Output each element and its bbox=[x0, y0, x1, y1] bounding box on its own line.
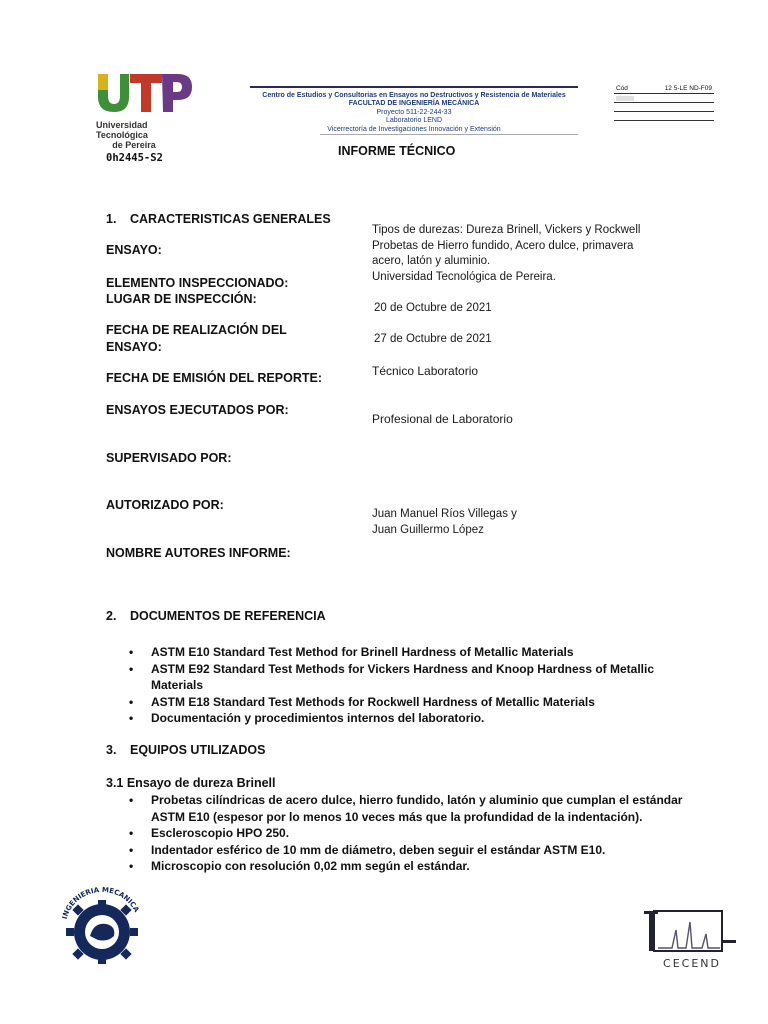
list-item: • Microscopio con resolución 0,02 mm según el estándar. bbox=[129, 858, 699, 875]
code-row-empty-3 bbox=[614, 112, 714, 121]
document-reference: 0h2445-S2 bbox=[106, 152, 163, 164]
equipment-list bbox=[129, 792, 699, 875]
code-row-empty-2 bbox=[614, 103, 714, 112]
institution-line-4: Laboratorio LEND bbox=[385, 117, 443, 125]
utp-name-line1: Universidad Tecnológica bbox=[96, 120, 148, 140]
section-1-heading bbox=[106, 212, 331, 226]
section-1-number: 1. bbox=[106, 212, 117, 226]
value-tipos-durezas: Tipos de durezas: Dureza Brinell, Vickers y Rockwell bbox=[372, 224, 641, 236]
list-item: • ASTM E92 Standard Test Methods for Vickers Hardness and Knoop Hardness of Metallic Materials bbox=[129, 661, 699, 694]
value-tecnico-laboratorio: Técnico Laboratorio bbox=[372, 364, 479, 378]
institution-line-1: Centro de Estudios y Consultorias en Ensayos no Destructivos y Resistencia de Materiales bbox=[262, 92, 566, 99]
list-item: • ASTM E18 Standard Test Methods for Rockwell Hardness of Metallic Materials bbox=[129, 694, 699, 711]
label-fecha-realizacion-1: FECHA DE REALIZACIÓN DEL bbox=[106, 323, 287, 337]
label-fecha-emision: FECHA DE EMISIÓN DEL REPORTE: bbox=[106, 371, 322, 385]
header-top-rule bbox=[250, 86, 578, 88]
institution-line-5: Vicerrectoría de Investigaciones Innovación y Extensión bbox=[327, 125, 501, 133]
gear-icon bbox=[50, 886, 154, 966]
label-ensayo: ENSAYO: bbox=[106, 243, 162, 257]
report-title: INFORME TÉCNICO bbox=[338, 144, 456, 158]
label-ensayos-ejecutados: ENSAYOS EJECUTADOS POR: bbox=[106, 403, 289, 417]
institution-line-3: Proyecto 511-22-244-33 bbox=[376, 108, 452, 116]
document-code-table bbox=[614, 84, 714, 121]
list-item: • Probetas cilíndricas de acero dulce, hierro fundido, latón y aluminio que cumplan el estándar ASTM E10 (espesor por lo menos 10 veces más que la profundidad de la indentación). bbox=[129, 792, 699, 825]
code-label: Cód bbox=[614, 84, 638, 94]
label-elemento-inspeccionado: ELEMENTO INSPECCIONADO: bbox=[106, 276, 289, 290]
utp-logo-mark bbox=[96, 70, 196, 114]
code-value: 12 5-LE ND-F09 bbox=[638, 84, 714, 94]
section-3-title: EQUIPOS UTILIZADOS bbox=[130, 743, 266, 757]
reference-list bbox=[129, 644, 699, 727]
utp-logo bbox=[96, 70, 196, 150]
value-fecha-realizacion: 20 de Octubre de 2021 bbox=[374, 302, 492, 314]
label-supervisado: SUPERVISADO POR: bbox=[106, 451, 232, 465]
gear-logo-text: INGENIERIA MECANICA bbox=[60, 886, 141, 920]
cecend-logo bbox=[642, 908, 742, 970]
code-row-empty-1 bbox=[614, 94, 714, 103]
section-3-heading bbox=[106, 743, 265, 757]
section-1-title: CARACTERISTICAS GENERALES bbox=[130, 212, 331, 226]
institution-line-2: FACULTAD DE INGENIERÍA MECÁNICA bbox=[348, 100, 480, 108]
label-autores-informe: NOMBRE AUTORES INFORME: bbox=[106, 546, 291, 560]
label-autorizado: AUTORIZADO POR: bbox=[106, 498, 224, 512]
section-3-number: 3. bbox=[106, 743, 117, 757]
institution-block bbox=[246, 92, 582, 134]
value-fecha-emision: 27 de Octubre de 2021 bbox=[374, 333, 492, 345]
section-2-heading bbox=[106, 609, 326, 623]
label-fecha-realizacion-2: ENSAYO: bbox=[106, 340, 162, 354]
label-lugar-inspeccion: LUGAR DE INSPECCIÓN: bbox=[106, 292, 257, 306]
utp-name-line2: de Pereira bbox=[112, 140, 156, 150]
value-universidad: Universidad Tecnológica de Pereira. bbox=[372, 271, 556, 283]
value-autor-2: Juan Guillermo López bbox=[372, 524, 484, 536]
section-2-title: DOCUMENTOS DE REFERENCIA bbox=[130, 609, 326, 623]
code-row bbox=[614, 84, 714, 94]
value-probetas-line2: acero, latón y aluminio. bbox=[372, 255, 491, 267]
cecend-logo-mark bbox=[642, 908, 742, 954]
list-item: • ASTM E10 Standard Test Method for Brinell Hardness of Metallic Materials bbox=[129, 644, 699, 661]
list-item: • Escleroscopio HPO 250. bbox=[129, 825, 699, 842]
value-probetas-line1: Probetas de Hierro fundido, Acero dulce, primavera bbox=[372, 240, 634, 252]
mechanical-engineering-logo bbox=[50, 886, 154, 966]
cecend-logo-text: CECEND bbox=[663, 957, 721, 970]
section-2-number: 2. bbox=[106, 609, 117, 623]
list-item: • Indentador esférico de 10 mm de diámetro, deben seguir el estándar ASTM E10. bbox=[129, 842, 699, 859]
value-autor-1: Juan Manuel Ríos Villegas y bbox=[372, 508, 517, 520]
header-bottom-rule bbox=[320, 134, 578, 135]
subsection-3-1-title: 3.1 Ensayo de dureza Brinell bbox=[106, 776, 276, 790]
list-item: • Documentación y procedimientos internos del laboratorio. bbox=[129, 710, 699, 727]
value-profesional-laboratorio: Profesional de Laboratorio bbox=[372, 412, 513, 426]
